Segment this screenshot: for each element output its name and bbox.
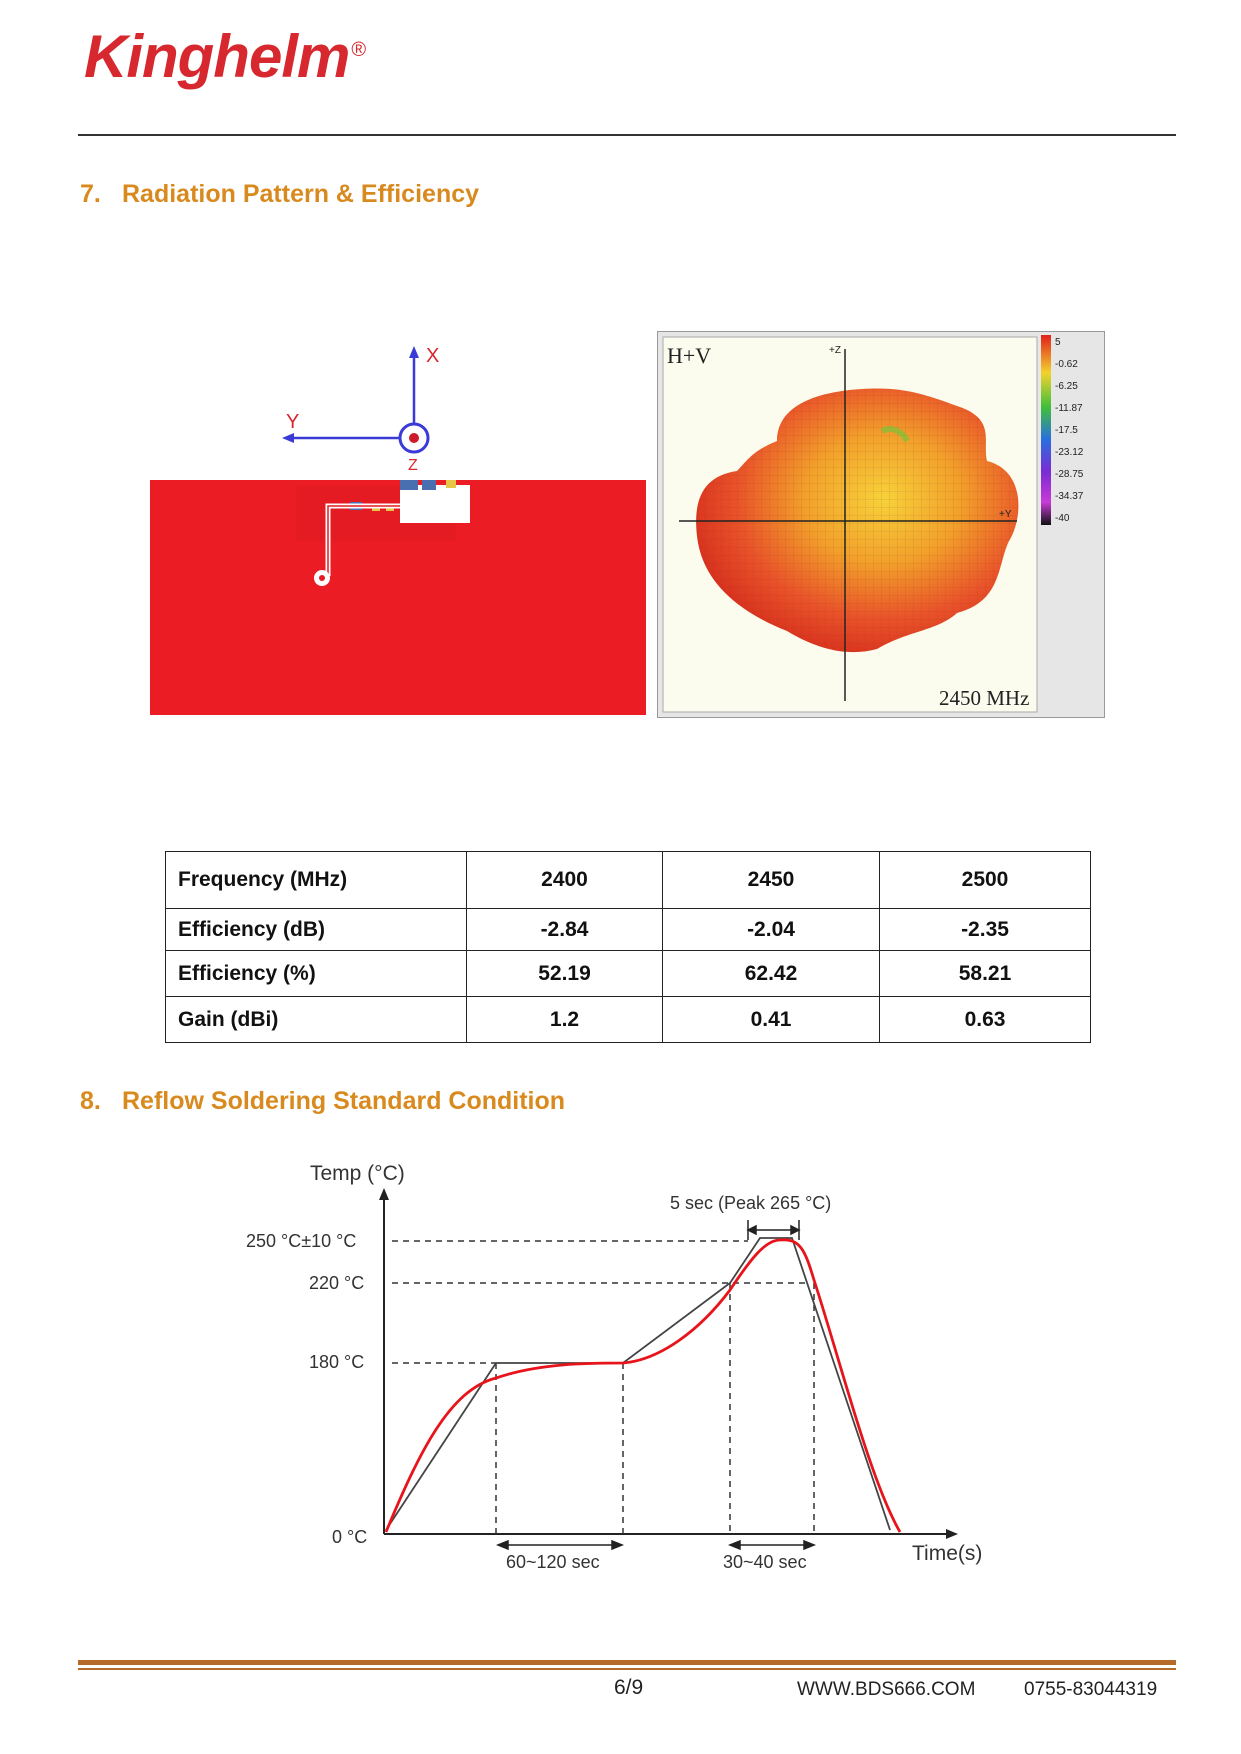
reflow-profile-chart (220, 1150, 1020, 1580)
pattern-frequency-label: 2450 MHz (939, 686, 1030, 710)
section-8-title: Reflow Soldering Standard Condition (122, 1087, 566, 1115)
reflow-tick-180: 180 °C (309, 1352, 365, 1372)
y-axis-label: Y (286, 411, 300, 433)
table-cell: 0.63 (880, 997, 1091, 1043)
page-number: 6/9 (614, 1676, 644, 1699)
reflow-preheat-duration: 60~120 sec (506, 1552, 600, 1572)
scale-label: -17.5 (1055, 425, 1078, 436)
logo-text: Kinghelm (84, 23, 350, 90)
reflow-reflow-duration: 30~40 sec (723, 1552, 807, 1572)
scale-label: 5 (1055, 337, 1061, 348)
section-7-number: 7. (80, 180, 101, 208)
table-cell: Efficiency (%) (166, 951, 467, 997)
footer-divider (78, 1660, 1176, 1665)
pattern-mode-label: H+V (667, 343, 712, 368)
table-cell: 0.41 (663, 997, 880, 1043)
section-7-heading (80, 180, 479, 209)
table-cell: 2400 (467, 852, 663, 909)
footer-website: WWW.BDS666.COM (797, 1679, 976, 1700)
table-cell: Frequency (MHz) (166, 852, 467, 909)
scale-label: -0.62 (1055, 359, 1078, 370)
reflow-peak-label: 5 sec (Peak 265 °C) (670, 1193, 832, 1213)
table-cell: Gain (dBi) (166, 997, 467, 1043)
table-row (166, 909, 1091, 951)
antenna-module (400, 485, 470, 523)
reflow-x-axis-label: Time(s) (912, 1542, 983, 1565)
footer-divider-thin (78, 1668, 1176, 1670)
scale-label: -6.25 (1055, 381, 1078, 392)
table-cell: -2.35 (880, 909, 1091, 951)
registered-mark: ® (351, 39, 366, 61)
section-8-heading (80, 1087, 565, 1116)
table-cell: -2.84 (467, 909, 663, 951)
scale-label: -11.87 (1055, 403, 1083, 414)
section-7-title: Radiation Pattern & Efficiency (122, 180, 480, 208)
x-axis-label: X (426, 345, 440, 367)
scale-label: -40 (1055, 513, 1070, 524)
table-cell: 58.21 (880, 951, 1091, 997)
table-cell: -2.04 (663, 909, 880, 951)
scale-label: -23.12 (1055, 447, 1084, 458)
company-logo (84, 22, 365, 91)
reflow-tick-250: 250 °C±10 °C (246, 1231, 357, 1251)
scale-label: -34.37 (1055, 491, 1084, 502)
z-axis-label: Z (408, 457, 418, 474)
table-cell: 2500 (880, 852, 1091, 909)
table-row (166, 951, 1091, 997)
footer-phone: 0755-83044319 (1024, 1679, 1158, 1700)
reflow-y-axis-label: Temp (°C) (310, 1162, 405, 1185)
color-scale-bar (1041, 335, 1051, 525)
pattern-z-label: +Z (829, 345, 841, 356)
table-row (166, 852, 1091, 909)
radiation-pattern-figure (657, 331, 1105, 718)
pattern-y-label: +Y (999, 509, 1012, 520)
reflow-tick-0: 0 °C (332, 1527, 368, 1547)
efficiency-table (165, 851, 1091, 1043)
table-cell: 1.2 (467, 997, 663, 1043)
table-row (166, 997, 1091, 1043)
table-cell: 52.19 (467, 951, 663, 997)
antenna-placement-figure (150, 330, 650, 720)
table-cell: Efficiency (dB) (166, 909, 467, 951)
reflow-tick-220: 220 °C (309, 1273, 365, 1293)
section-8-number: 8. (80, 1087, 101, 1115)
header-divider (78, 134, 1176, 136)
table-cell: 62.42 (663, 951, 880, 997)
scale-label: -28.75 (1055, 469, 1084, 480)
table-cell: 2450 (663, 852, 880, 909)
